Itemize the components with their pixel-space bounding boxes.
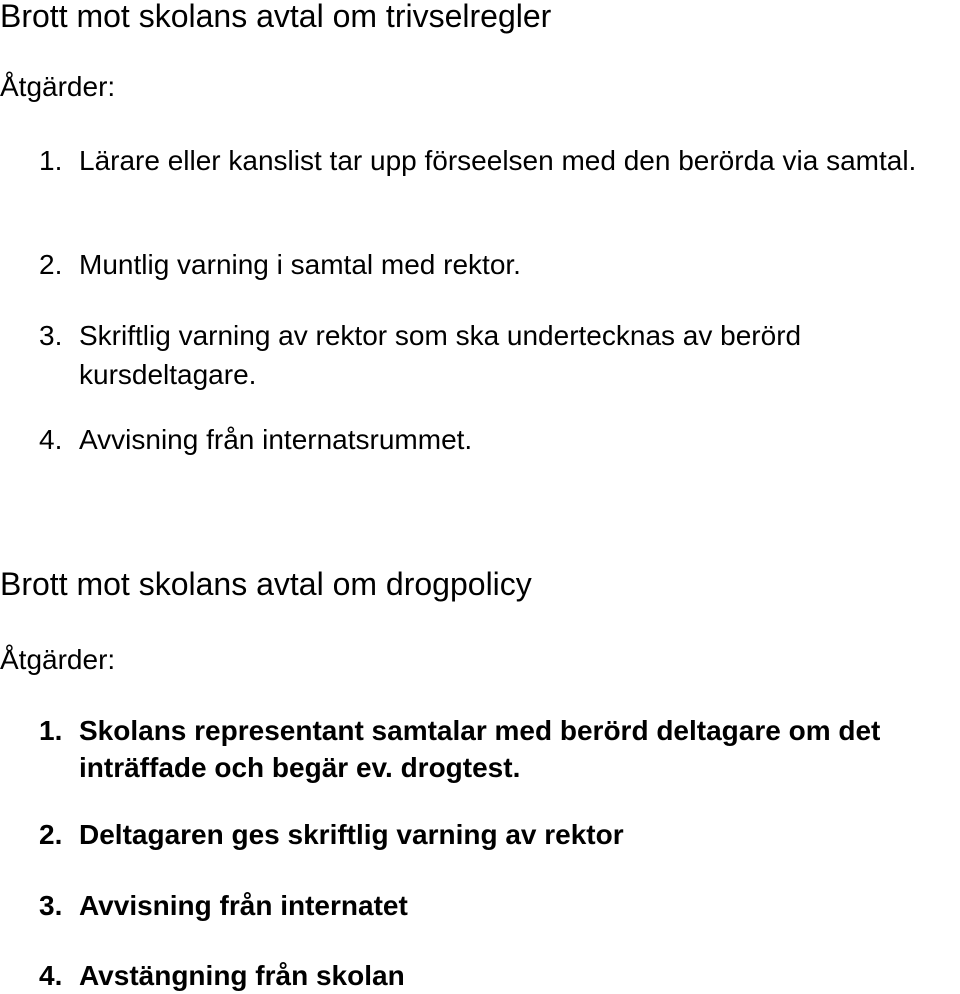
item-number: 1.: [39, 715, 63, 746]
item-number: 4.: [39, 960, 63, 991]
item-text: Avvisning från internatsrummet.: [79, 424, 473, 455]
item-number: 3.: [39, 320, 63, 351]
section-2-label: Åtgärder:: [0, 644, 116, 675]
item-text: Avstängning från skolan: [79, 960, 405, 991]
section-1-item-4: [0, 423, 960, 457]
item-number: 2.: [39, 249, 63, 280]
item-text: Muntlig varning i samtal med rektor.: [79, 249, 521, 280]
section-1-item-3: [0, 316, 960, 394]
item-text: Deltagaren ges skriftlig varning av rektor: [79, 819, 624, 850]
section-1-item-1: [0, 141, 960, 180]
item-number: 1.: [39, 145, 63, 176]
section-2-item-3: [0, 889, 960, 923]
item-text: Skolans representant samtalar med berörd deltagare om det inträffade och begär ev. drogtest.: [79, 715, 881, 783]
item-number: 2.: [39, 819, 63, 850]
section-1-title: Brott mot skolans avtal om trivselregler: [0, 0, 552, 34]
section-2-item-2: [0, 818, 960, 852]
item-number: 4.: [39, 424, 63, 455]
item-text: Skriftlig varning av rektor som ska undertecknas av berörd kursdeltagare.: [79, 320, 802, 390]
item-text: Avvisning från internatet: [79, 890, 408, 921]
section-2-title: Brott mot skolans avtal om drogpolicy: [0, 566, 532, 602]
section-2-item-4: [0, 959, 960, 993]
item-number: 3.: [39, 890, 63, 921]
section-2-item-1: [0, 712, 960, 786]
section-1-item-2: [0, 248, 960, 282]
item-text: Lärare eller kanslist tar upp förseelsen med den berörda via samtal.: [79, 145, 917, 176]
section-1-label: Åtgärder:: [0, 71, 116, 102]
